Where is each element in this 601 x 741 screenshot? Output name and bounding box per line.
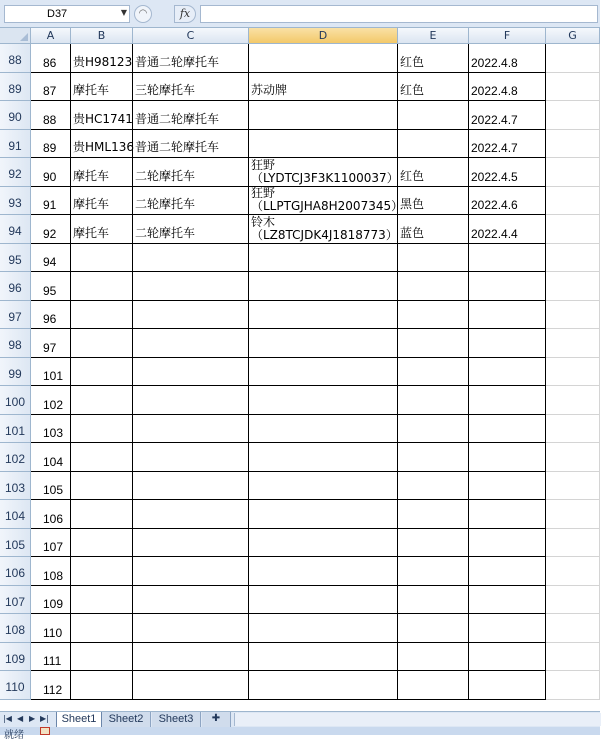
cell-f[interactable] — [469, 272, 546, 301]
cell-d[interactable] — [249, 73, 398, 102]
row-header[interactable]: 98 — [0, 329, 31, 358]
cell-text: 二轮摩托车 — [135, 197, 196, 211]
cell-text-line2: （LZ8TCJDK4J1818773） — [251, 227, 398, 242]
table-row — [0, 73, 600, 102]
row-header[interactable]: 107 — [0, 586, 31, 615]
cell-e[interactable] — [398, 614, 469, 643]
row-header[interactable]: 110 — [0, 671, 31, 700]
cell-d[interactable] — [249, 215, 398, 244]
cell-c[interactable] — [133, 415, 249, 444]
cell-d[interactable] — [249, 272, 398, 301]
column-header-d[interactable]: D — [249, 28, 398, 44]
cell-text: 摩托车 — [73, 225, 110, 240]
cell-text: 109 — [43, 597, 64, 611]
cell-text-line1: 狂野 — [251, 186, 276, 200]
column-header-b[interactable]: B — [71, 28, 133, 44]
cell-d[interactable] — [249, 557, 398, 586]
cell-g[interactable] — [546, 329, 600, 358]
row-header[interactable]: 92 — [0, 158, 31, 187]
cell-f[interactable] — [469, 215, 546, 244]
cell-f[interactable] — [469, 586, 546, 615]
cell-a[interactable] — [31, 158, 71, 187]
cell-text: 97 — [43, 340, 57, 355]
cell-c[interactable] — [133, 244, 249, 273]
cell-text: 96 — [43, 312, 57, 326]
cell-b[interactable] — [71, 443, 133, 472]
row-header[interactable]: 109 — [0, 643, 31, 672]
cell-text-line1: 铃木 — [251, 214, 276, 229]
cell-c[interactable] — [133, 358, 249, 387]
name-box[interactable] — [4, 5, 130, 23]
cell-text: 106 — [43, 511, 64, 526]
cell-g[interactable] — [546, 358, 600, 387]
table-row — [0, 500, 600, 529]
cell-c[interactable] — [133, 586, 249, 615]
cell-e[interactable] — [398, 272, 469, 301]
cell-e[interactable] — [398, 415, 469, 444]
cell-f[interactable] — [469, 386, 546, 415]
cell-text: 90 — [43, 169, 57, 184]
table-row — [0, 586, 600, 615]
cell-e[interactable] — [398, 671, 469, 700]
cell-c[interactable] — [133, 500, 249, 529]
cell-text: 101 — [43, 369, 64, 383]
cell-text: 91 — [43, 198, 57, 212]
table-row — [0, 272, 600, 301]
cell-e[interactable] — [398, 386, 469, 415]
cell-text: 红色 — [400, 168, 425, 183]
table-row — [0, 101, 600, 130]
cell-a[interactable] — [31, 586, 71, 615]
column-header-a[interactable]: A — [31, 28, 71, 44]
cell-a[interactable] — [31, 329, 71, 358]
cell-g[interactable] — [546, 557, 600, 586]
cell-d[interactable] — [249, 186, 404, 216]
row-header[interactable]: 102 — [0, 443, 31, 472]
cell-text: 普通二轮摩托车 — [135, 54, 220, 69]
cell-text: 104 — [43, 454, 64, 469]
table-row — [0, 187, 600, 216]
cell-text: 黑色 — [400, 197, 425, 211]
status-bar — [0, 727, 600, 741]
cell-b[interactable] — [71, 586, 133, 615]
cell-f[interactable] — [469, 158, 546, 187]
cell-g[interactable] — [546, 272, 600, 301]
cell-g[interactable] — [546, 244, 600, 273]
cell-b[interactable] — [71, 215, 133, 244]
cell-d[interactable] — [249, 643, 398, 672]
cell-a[interactable] — [31, 73, 71, 102]
cell-text: 2022.4.8 — [471, 55, 518, 70]
cell-c[interactable] — [133, 301, 249, 330]
row-header[interactable]: 89 — [0, 73, 31, 102]
cell-text: 112 — [43, 682, 63, 697]
row-header[interactable]: 94 — [0, 215, 31, 244]
cell-c[interactable] — [133, 443, 249, 472]
cell-f[interactable] — [469, 415, 546, 444]
cell-text: 摩托车 — [73, 197, 110, 211]
cell-d[interactable] — [249, 301, 398, 330]
cell-e[interactable] — [398, 130, 469, 159]
insert-function-button[interactable]: fx — [174, 5, 196, 23]
cell-text: 2022.4.4 — [471, 226, 518, 241]
cell-text: 92 — [43, 226, 57, 241]
cell-d[interactable] — [249, 386, 398, 415]
cell-a[interactable] — [31, 443, 71, 472]
cell-d[interactable] — [249, 44, 398, 73]
cell-a[interactable] — [31, 557, 71, 586]
cell-text-line1: 狂野 — [251, 157, 276, 172]
cell-f[interactable] — [469, 358, 546, 387]
cell-g[interactable] — [546, 643, 600, 672]
cell-d[interactable] — [249, 415, 398, 444]
row-header[interactable]: 99 — [0, 358, 31, 387]
cell-c[interactable] — [133, 73, 249, 102]
cell-d[interactable] — [249, 329, 398, 358]
cell-a[interactable] — [31, 529, 71, 558]
cell-c[interactable] — [133, 44, 249, 73]
cell-f[interactable] — [469, 130, 546, 159]
cell-d[interactable] — [249, 130, 398, 159]
column-header-f[interactable]: F — [469, 28, 546, 44]
cell-text: 苏动牌 — [251, 83, 288, 97]
cell-f[interactable] — [469, 472, 546, 501]
tab-sheet1[interactable]: Sheet1 — [56, 712, 102, 728]
row-header[interactable]: 97 — [0, 301, 31, 330]
cell-e[interactable] — [398, 586, 469, 615]
cell-b[interactable] — [71, 386, 133, 415]
expand-icon[interactable]: ◠ — [134, 5, 152, 23]
cell-text: 89 — [43, 141, 57, 155]
cell-text: 三轮摩托车 — [135, 83, 196, 97]
table-row — [0, 529, 600, 558]
cell-c[interactable] — [133, 386, 249, 415]
tab-sheet3[interactable]: Sheet3 — [152, 712, 201, 727]
next-sheet-icon[interactable]: ▶ — [29, 714, 36, 723]
cell-e[interactable] — [398, 215, 469, 244]
cell-text: 普通二轮摩托车 — [135, 140, 220, 154]
table-row — [0, 130, 600, 159]
cell-f[interactable] — [469, 643, 546, 672]
table-row — [0, 301, 600, 330]
cell-text: 2022.4.6 — [471, 198, 518, 212]
column-header-g[interactable]: G — [546, 28, 600, 44]
first-sheet-icon[interactable]: |◀ — [3, 714, 12, 723]
cell-a[interactable] — [31, 44, 71, 73]
table-row — [0, 329, 600, 358]
cell-g[interactable] — [546, 301, 600, 330]
cell-a[interactable] — [31, 671, 71, 700]
cell-e[interactable] — [398, 557, 469, 586]
cell-f[interactable] — [469, 329, 546, 358]
cell-a[interactable] — [31, 301, 71, 330]
table-row — [0, 671, 600, 700]
cell-f[interactable] — [469, 557, 546, 586]
table-row — [0, 557, 600, 586]
cell-text: 95 — [43, 283, 57, 298]
cell-text: 108 — [43, 568, 64, 583]
cell-c[interactable] — [133, 272, 249, 301]
cell-a[interactable] — [31, 101, 71, 130]
cell-g[interactable] — [546, 44, 600, 73]
cell-f[interactable] — [469, 187, 546, 216]
cell-text: 107 — [43, 540, 64, 554]
cell-d[interactable] — [249, 500, 398, 529]
chevron-down-icon[interactable]: ▼ — [120, 8, 127, 17]
row-header[interactable]: 96 — [0, 272, 31, 301]
cell-a[interactable] — [31, 614, 71, 643]
cell-text: 二轮摩托车 — [135, 225, 196, 240]
cell-b[interactable] — [71, 101, 133, 130]
table-row — [0, 643, 600, 672]
row-header[interactable]: 91 — [0, 130, 31, 159]
row-header[interactable]: 100 — [0, 386, 31, 415]
cell-e[interactable] — [398, 158, 469, 187]
cell-d[interactable] — [249, 101, 398, 130]
cell-text: 2022.4.7 — [471, 141, 518, 155]
cell-a[interactable] — [31, 130, 71, 159]
cell-b[interactable] — [71, 358, 133, 387]
cell-a[interactable] — [31, 272, 71, 301]
cell-g[interactable] — [546, 215, 600, 244]
cell-b[interactable] — [71, 329, 133, 358]
table-row — [0, 415, 600, 444]
table-row — [0, 443, 600, 472]
cell-f[interactable] — [469, 301, 546, 330]
formula-buttons — [134, 5, 198, 23]
cell-f[interactable] — [469, 671, 546, 700]
cell-text: 2022.4.8 — [471, 84, 518, 98]
cell-b[interactable] — [71, 529, 133, 558]
cell-e[interactable] — [398, 301, 469, 330]
horizontal-scrollbar[interactable] — [234, 713, 601, 726]
cell-a[interactable] — [31, 215, 71, 244]
cell-f[interactable] — [469, 529, 546, 558]
row-header[interactable]: 103 — [0, 472, 31, 501]
cell-c[interactable] — [133, 472, 249, 501]
cell-g[interactable] — [546, 472, 600, 501]
table-row — [0, 244, 600, 273]
cell-d[interactable] — [249, 358, 398, 387]
cell-text: 贵HC1741 — [73, 111, 133, 126]
cell-text: 贵H98123 — [73, 54, 133, 69]
cell-e[interactable] — [398, 73, 469, 102]
cell-b[interactable] — [71, 671, 133, 700]
cell-d[interactable] — [249, 158, 398, 187]
table-row — [0, 472, 600, 501]
cell-text: 88 — [43, 112, 57, 127]
cell-a[interactable] — [31, 415, 71, 444]
cell-f[interactable] — [469, 443, 546, 472]
tab-sheet2[interactable]: Sheet2 — [102, 712, 151, 727]
cell-e[interactable] — [398, 529, 469, 558]
cell-text-line2: （LLPTGJHA8H2007345） — [251, 199, 404, 213]
row-header[interactable]: 106 — [0, 557, 31, 586]
cell-b[interactable] — [71, 500, 133, 529]
cell-d[interactable] — [249, 614, 398, 643]
cell-c[interactable] — [133, 529, 249, 558]
cell-g[interactable] — [546, 614, 600, 643]
cell-text: 86 — [43, 55, 57, 70]
row-header[interactable]: 88 — [0, 44, 31, 73]
cell-e[interactable] — [398, 643, 469, 672]
cell-e[interactable] — [398, 244, 469, 273]
cell-d[interactable] — [249, 244, 398, 273]
cell-g[interactable] — [546, 671, 600, 700]
column-header-row — [0, 28, 600, 44]
cell-a[interactable] — [31, 358, 71, 387]
cell-c[interactable] — [133, 130, 249, 159]
cell-g[interactable] — [546, 101, 600, 130]
table-row — [0, 215, 600, 244]
table-row — [0, 358, 600, 387]
cell-a[interactable] — [31, 244, 71, 273]
cell-b[interactable] — [71, 187, 133, 216]
cell-a[interactable] — [31, 187, 71, 216]
name-box-value: D37 — [47, 8, 68, 20]
cell-f[interactable] — [469, 244, 546, 273]
cell-g[interactable] — [546, 386, 600, 415]
cell-text: 蓝色 — [400, 225, 425, 240]
cell-text: 红色 — [400, 54, 425, 69]
cell-b[interactable] — [71, 73, 133, 102]
cell-b[interactable] — [71, 643, 133, 672]
row-header[interactable]: 108 — [0, 614, 31, 643]
cell-a[interactable] — [31, 472, 71, 501]
cell-text: 102 — [43, 397, 64, 412]
prev-sheet-icon[interactable]: ◀ — [17, 714, 24, 723]
cell-d[interactable] — [249, 671, 398, 700]
cell-c[interactable] — [133, 614, 249, 643]
formula-input[interactable] — [200, 5, 598, 23]
cell-c[interactable] — [133, 158, 249, 187]
cell-f[interactable] — [469, 500, 546, 529]
cell-c[interactable] — [133, 329, 249, 358]
cell-b[interactable] — [71, 614, 133, 643]
cell-text: 红色 — [400, 83, 425, 97]
cell-e[interactable] — [398, 443, 469, 472]
cell-g[interactable] — [546, 130, 600, 159]
cell-b[interactable] — [71, 244, 133, 273]
cell-g[interactable] — [546, 158, 600, 187]
cell-g[interactable] — [546, 443, 600, 472]
cell-b[interactable] — [71, 158, 133, 187]
cell-e[interactable] — [398, 500, 469, 529]
table-row — [0, 44, 600, 73]
status-text: 就绪 — [4, 730, 24, 741]
cell-text: 111 — [43, 654, 62, 668]
cell-f[interactable] — [469, 73, 546, 102]
table-row — [0, 386, 600, 415]
cell-e[interactable] — [398, 187, 469, 216]
cell-d[interactable] — [249, 443, 398, 472]
row-header[interactable]: 105 — [0, 529, 31, 558]
row-header[interactable]: 95 — [0, 244, 31, 273]
macro-record-icon[interactable] — [40, 727, 50, 735]
cell-e[interactable] — [398, 358, 469, 387]
cell-c[interactable] — [133, 101, 249, 130]
row-header[interactable]: 90 — [0, 101, 31, 130]
cell-c[interactable] — [133, 187, 249, 216]
cell-text: 2022.4.7 — [471, 112, 518, 127]
cell-d[interactable] — [249, 472, 398, 501]
cell-d[interactable] — [249, 529, 398, 558]
cell-text: 二轮摩托车 — [135, 168, 196, 183]
cell-g[interactable] — [546, 586, 600, 615]
cell-b[interactable] — [71, 130, 133, 159]
cell-b[interactable] — [71, 272, 133, 301]
cell-c[interactable] — [133, 215, 249, 244]
cell-text: 110 — [43, 625, 63, 640]
cell-text — [251, 216, 398, 242]
cell-text: 摩托车 — [73, 168, 110, 183]
cell-e[interactable] — [398, 472, 469, 501]
column-header-c[interactable]: C — [133, 28, 249, 44]
row-header[interactable]: 93 — [0, 187, 31, 216]
spreadsheet-grid — [0, 44, 600, 711]
cell-a[interactable] — [31, 500, 71, 529]
cell-e[interactable] — [398, 329, 469, 358]
sheet-tab-bar — [0, 711, 600, 727]
cell-b[interactable] — [71, 557, 133, 586]
cell-e[interactable] — [398, 101, 469, 130]
cell-c[interactable] — [133, 557, 249, 586]
cell-g[interactable] — [546, 187, 600, 216]
table-row — [0, 158, 600, 187]
cell-text: 2022.4.5 — [471, 169, 518, 184]
cell-text: 摩托车 — [73, 83, 110, 97]
cell-f[interactable] — [469, 101, 546, 130]
cell-g[interactable] — [546, 500, 600, 529]
cell-g[interactable] — [546, 529, 600, 558]
cell-e[interactable] — [398, 44, 469, 73]
table-row — [0, 614, 600, 643]
cell-text: 103 — [43, 426, 64, 440]
cell-text-line2: （LYDTCJ3F3K1100037） — [251, 170, 399, 185]
cell-text — [251, 187, 403, 213]
cell-g[interactable] — [546, 415, 600, 444]
row-header[interactable]: 101 — [0, 415, 31, 444]
cell-text: 普通二轮摩托车 — [135, 111, 220, 126]
cell-text: 贵HML136 — [73, 140, 134, 154]
cell-f[interactable] — [469, 614, 546, 643]
cell-b[interactable] — [71, 301, 133, 330]
cell-b[interactable] — [71, 44, 133, 73]
cell-c[interactable] — [133, 671, 249, 700]
formula-bar — [0, 0, 600, 28]
insert-sheet-icon[interactable]: ✚ — [202, 712, 231, 727]
cell-text: 105 — [43, 483, 64, 497]
cell-f[interactable] — [469, 44, 546, 73]
cell-text: 87 — [43, 84, 57, 98]
cell-g[interactable] — [546, 73, 600, 102]
cell-d[interactable] — [249, 586, 398, 615]
cell-c[interactable] — [133, 643, 249, 672]
column-header-e[interactable]: E — [398, 28, 469, 44]
cell-text: 94 — [43, 255, 57, 269]
cell-b[interactable] — [71, 472, 133, 501]
cell-text — [251, 159, 399, 185]
cell-a[interactable] — [31, 643, 71, 672]
last-sheet-icon[interactable]: ▶| — [40, 714, 49, 723]
row-header[interactable]: 104 — [0, 500, 31, 529]
cell-a[interactable] — [31, 386, 71, 415]
cell-b[interactable] — [71, 415, 133, 444]
